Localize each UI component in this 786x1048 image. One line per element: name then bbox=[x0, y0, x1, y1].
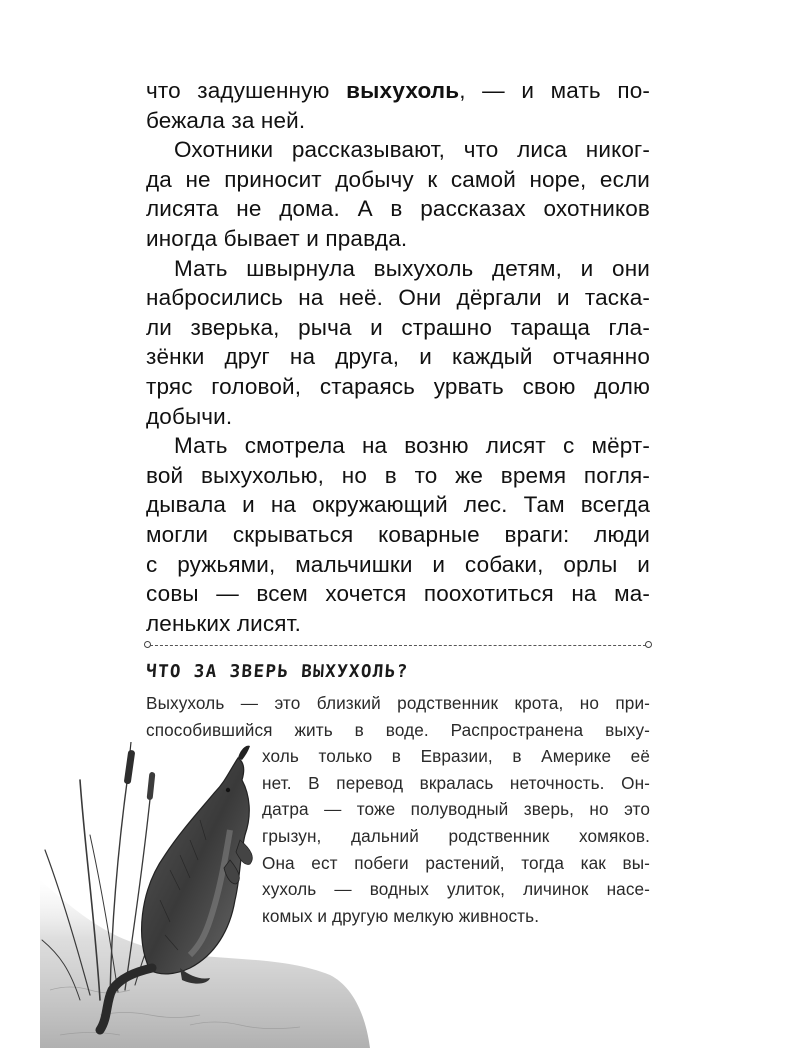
box-text-line: датра — тоже полуводный зверь, но это bbox=[262, 799, 650, 820]
text-line: добычи. bbox=[146, 403, 233, 429]
text-line: набросились на неё. Они дёргали и таска- bbox=[146, 285, 650, 311]
paragraph-first-line: Мать швырнула выхухоль детям, и они bbox=[174, 255, 650, 281]
bold-term: выхухоль bbox=[346, 78, 460, 103]
box-text-line: грызун, дальний родственник хомяков. bbox=[262, 825, 650, 846]
text-line: дывала и на окружающий лес. Там всегда bbox=[146, 492, 650, 518]
text-line: могли скрываться коварные враги: люди bbox=[146, 521, 650, 547]
box-text-line: холь только в Евразии, в Америке её bbox=[262, 746, 650, 767]
text-line: зёнки друг на друга, и каждый отчаянно bbox=[146, 344, 650, 370]
text-line: ли зверька, рыча и страшно тараща гла- bbox=[146, 314, 650, 340]
text-line: иногда бывает и правда. bbox=[146, 225, 408, 251]
box-text-line: Выхухоль — это близкий родственник крота, но при- bbox=[146, 693, 650, 713]
box-text-line: комых и другую мелкую живность. bbox=[262, 905, 540, 926]
box-text-line: способившийся жить в воде. Распространена выху- bbox=[146, 719, 650, 740]
text-line: вой выхухолью, но в то же время погля- bbox=[146, 462, 650, 488]
section-divider bbox=[146, 643, 650, 647]
box-text-line: Она ест побеги растений, тогда как вы- bbox=[262, 852, 650, 873]
box-text-line: хухоль — водных улиток, личинок насе- bbox=[262, 879, 650, 900]
text-line: что задушенную выхухоль, — и мать по- bbox=[146, 78, 650, 103]
text-line: лисята не дома. А в рассказах охотников bbox=[146, 196, 650, 222]
text-line: с ружьями, мальчишки и собаки, орлы и bbox=[146, 551, 650, 577]
paragraph-first-line: Охотники рассказывают, что лиса никог- bbox=[174, 137, 650, 163]
text-line: леньких лисят. bbox=[146, 610, 301, 636]
text-line: да не приносит добычу к самой норе, если bbox=[146, 166, 650, 192]
divider-dot-left bbox=[144, 641, 151, 648]
paragraph-first-line: Мать смотрела на возню лисят с мёрт- bbox=[174, 433, 650, 459]
main-story-text bbox=[146, 76, 650, 638]
desman-illustration bbox=[40, 740, 370, 1048]
divider-dot-right bbox=[645, 641, 652, 648]
text-line: совы — всем хочется поохотиться на ма- bbox=[146, 581, 650, 607]
sidebar-box-title: ЧТО ЗА ЗВЕРЬ ВЫХУХОЛЬ? bbox=[145, 662, 410, 682]
box-text-line: нет. В перевод вкралась неточность. Он- bbox=[262, 772, 650, 793]
text-line: тряс головой, стараясь урвать свою долю bbox=[146, 373, 650, 399]
text-line: бежала за ней. bbox=[146, 107, 306, 133]
